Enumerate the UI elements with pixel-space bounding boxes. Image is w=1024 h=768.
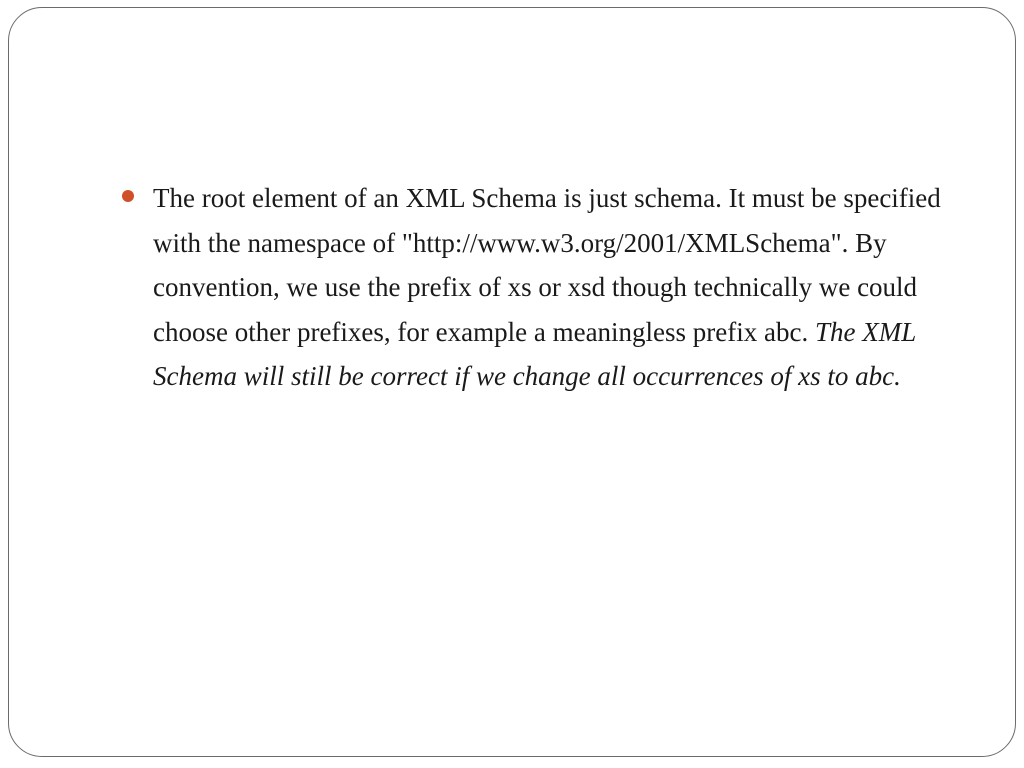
bullet-text: The root element of an XML Schema is just schema. It must be specified with the namespace of "http://www.w3.org/2001/XMLSchema". By convention, we use the prefix of xs or xsd though technically we could choose other prefixes, for example a meaningless prefix abc. — [153, 183, 941, 347]
bullet-dot-icon — [122, 190, 134, 202]
bullet-italic-text: The XML Schema will still be correct if we change all occurrences of xs to abc. — [153, 316, 916, 391]
bullet-list — [122, 176, 962, 399]
bullet-item — [122, 176, 962, 399]
slide-frame — [8, 7, 1016, 757]
